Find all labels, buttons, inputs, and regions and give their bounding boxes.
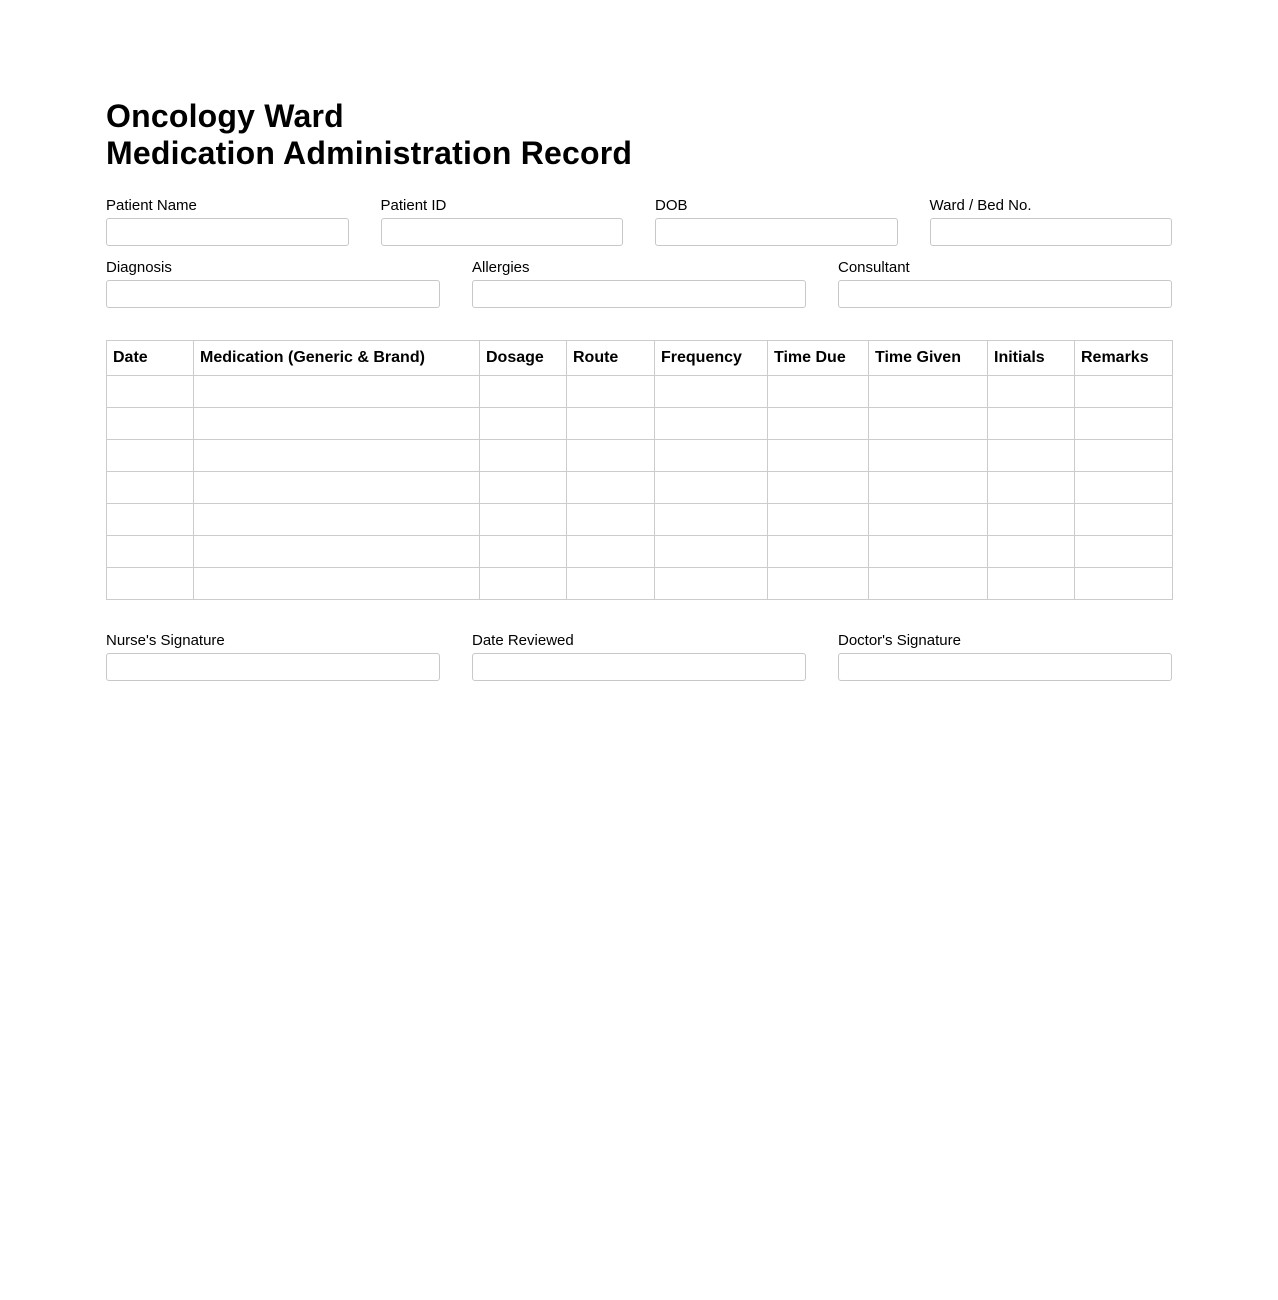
- table-cell[interactable]: [107, 408, 194, 440]
- date-reviewed-label: Date Reviewed: [472, 632, 574, 649]
- nurse-signature-label: Nurse's Signature: [106, 632, 225, 649]
- date-reviewed-field: [472, 632, 806, 681]
- table-cell[interactable]: [480, 376, 567, 408]
- table-cell[interactable]: [107, 568, 194, 600]
- table-cell[interactable]: [655, 536, 768, 568]
- table-row: [107, 440, 1173, 472]
- patient-id-field: [381, 197, 624, 246]
- table-cell[interactable]: [480, 536, 567, 568]
- table-cell[interactable]: [655, 472, 768, 504]
- table-cell[interactable]: [194, 376, 480, 408]
- table-cell[interactable]: [988, 504, 1075, 536]
- table-cell[interactable]: [655, 440, 768, 472]
- table-header-row: [107, 341, 1173, 376]
- table-cell[interactable]: [1075, 376, 1173, 408]
- ward-bed-label: Ward / Bed No.: [929, 197, 1032, 214]
- table-cell[interactable]: [567, 536, 655, 568]
- table-cell[interactable]: [194, 440, 480, 472]
- table-cell[interactable]: [988, 440, 1075, 472]
- table-cell[interactable]: [567, 440, 655, 472]
- title-ward: Oncology Ward: [106, 98, 344, 134]
- table-cell[interactable]: [869, 568, 988, 600]
- table-cell[interactable]: [107, 376, 194, 408]
- diagnosis-input[interactable]: [106, 280, 440, 308]
- table-row: [107, 408, 1173, 440]
- header-medication: Medication (Generic & Brand): [194, 341, 480, 376]
- table-cell[interactable]: [194, 568, 480, 600]
- patient-info-row: [106, 197, 1172, 246]
- table-cell[interactable]: [655, 376, 768, 408]
- table-cell[interactable]: [869, 440, 988, 472]
- table-cell[interactable]: [567, 472, 655, 504]
- table-cell[interactable]: [1075, 504, 1173, 536]
- table-cell[interactable]: [869, 536, 988, 568]
- diagnosis-label: Diagnosis: [106, 259, 172, 276]
- table-cell[interactable]: [194, 536, 480, 568]
- table-cell[interactable]: [768, 568, 869, 600]
- table-cell[interactable]: [768, 472, 869, 504]
- table-cell[interactable]: [194, 504, 480, 536]
- allergies-field: [472, 259, 806, 308]
- clinical-info-row: [106, 259, 1172, 308]
- header-frequency: Frequency: [655, 341, 768, 376]
- table-cell[interactable]: [480, 440, 567, 472]
- table-cell[interactable]: [988, 568, 1075, 600]
- table-cell[interactable]: [655, 504, 768, 536]
- table-cell[interactable]: [988, 408, 1075, 440]
- header-route: Route: [567, 341, 655, 376]
- consultant-label: Consultant: [838, 259, 910, 276]
- table-cell[interactable]: [768, 440, 869, 472]
- consultant-input[interactable]: [838, 280, 1172, 308]
- patient-name-field: [106, 197, 349, 246]
- table-cell[interactable]: [107, 472, 194, 504]
- table-cell[interactable]: [988, 536, 1075, 568]
- table-cell[interactable]: [768, 376, 869, 408]
- dob-label: DOB: [655, 197, 688, 214]
- diagnosis-field: [106, 259, 440, 308]
- table-cell[interactable]: [768, 504, 869, 536]
- table-cell[interactable]: [567, 408, 655, 440]
- medication-table: [106, 340, 1173, 600]
- table-cell[interactable]: [988, 376, 1075, 408]
- table-cell[interactable]: [869, 504, 988, 536]
- header-remarks: Remarks: [1075, 341, 1173, 376]
- header-initials: Initials: [988, 341, 1075, 376]
- patient-name-input[interactable]: [106, 218, 349, 246]
- table-row: [107, 504, 1173, 536]
- table-cell[interactable]: [1075, 536, 1173, 568]
- table-row: [107, 568, 1173, 600]
- header-time-due: Time Due: [768, 341, 869, 376]
- table-cell[interactable]: [567, 504, 655, 536]
- table-cell[interactable]: [1075, 440, 1173, 472]
- page-title: [106, 98, 1172, 172]
- table-cell[interactable]: [107, 536, 194, 568]
- table-cell[interactable]: [869, 472, 988, 504]
- signature-row: [106, 632, 1172, 681]
- nurse-signature-input[interactable]: [106, 653, 440, 681]
- table-cell[interactable]: [869, 376, 988, 408]
- table-cell[interactable]: [107, 504, 194, 536]
- table-cell[interactable]: [480, 568, 567, 600]
- header-time-given: Time Given: [869, 341, 988, 376]
- table-body: [107, 376, 1173, 600]
- doctor-signature-field: [838, 632, 1172, 681]
- patient-name-label: Patient Name: [106, 197, 197, 214]
- table-cell[interactable]: [768, 536, 869, 568]
- table-cell[interactable]: [194, 408, 480, 440]
- allergies-label: Allergies: [472, 259, 530, 276]
- table-cell[interactable]: [869, 408, 988, 440]
- table-cell[interactable]: [107, 440, 194, 472]
- doctor-signature-label: Doctor's Signature: [838, 632, 961, 649]
- table-row: [107, 536, 1173, 568]
- header-dosage: Dosage: [480, 341, 567, 376]
- consultant-field: [838, 259, 1172, 308]
- allergies-input[interactable]: [472, 280, 806, 308]
- table-cell[interactable]: [480, 408, 567, 440]
- table-cell[interactable]: [567, 376, 655, 408]
- doctor-signature-input[interactable]: [838, 653, 1172, 681]
- dob-input[interactable]: [655, 218, 898, 246]
- table-cell[interactable]: [988, 472, 1075, 504]
- ward-bed-input[interactable]: [930, 218, 1173, 246]
- table-cell[interactable]: [480, 472, 567, 504]
- header-date: Date: [107, 341, 194, 376]
- table-cell[interactable]: [567, 568, 655, 600]
- table-cell[interactable]: [768, 408, 869, 440]
- dob-field: [655, 197, 898, 246]
- date-reviewed-input[interactable]: [472, 653, 806, 681]
- table-cell[interactable]: [1075, 408, 1173, 440]
- table-cell[interactable]: [1075, 472, 1173, 504]
- table-cell[interactable]: [655, 408, 768, 440]
- table-cell[interactable]: [194, 472, 480, 504]
- ward-bed-field: [930, 197, 1173, 246]
- table-row: [107, 376, 1173, 408]
- patient-id-input[interactable]: [381, 218, 624, 246]
- table-cell[interactable]: [480, 504, 567, 536]
- nurse-signature-field: [106, 632, 440, 681]
- table-cell[interactable]: [1075, 568, 1173, 600]
- table-cell[interactable]: [655, 568, 768, 600]
- patient-id-label: Patient ID: [380, 197, 447, 214]
- title-record: Medication Administration Record: [106, 135, 633, 171]
- table-row: [107, 472, 1173, 504]
